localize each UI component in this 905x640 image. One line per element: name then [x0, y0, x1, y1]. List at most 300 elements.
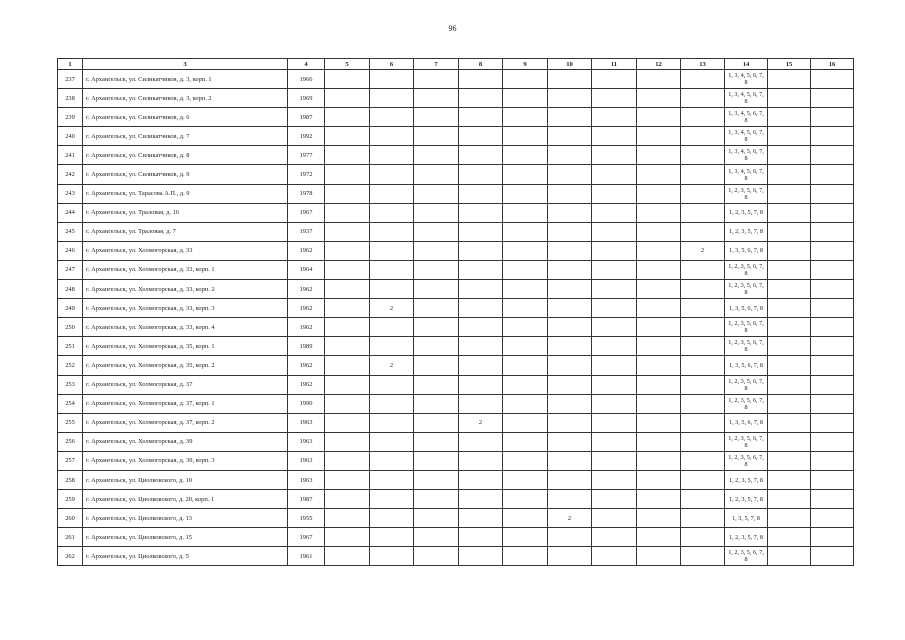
table-cell: 1, 2, 3, 5, 6, 7, 8 — [725, 280, 768, 299]
table-cell — [768, 260, 811, 279]
table-row — [58, 89, 854, 108]
table-cell — [768, 203, 811, 222]
table-cell — [681, 70, 725, 89]
table-cell: г. Архангельск, ул. Траловая, д. 16 — [83, 203, 288, 222]
table-cell — [459, 299, 503, 318]
table-cell: 261 — [58, 528, 83, 547]
table-cell — [414, 241, 459, 260]
table-cell: 2 — [548, 509, 592, 528]
table-cell — [370, 394, 414, 413]
column-header: 8 — [459, 59, 503, 70]
table-cell — [637, 260, 681, 279]
table-cell — [592, 146, 637, 165]
table-cell — [459, 509, 503, 528]
column-header: 15 — [768, 59, 811, 70]
table-cell — [768, 108, 811, 127]
table-cell — [503, 509, 548, 528]
table-cell — [768, 184, 811, 203]
table-cell — [768, 165, 811, 184]
table-cell: 258 — [58, 470, 83, 489]
table-cell — [370, 146, 414, 165]
table-row — [58, 509, 854, 528]
table-header-row — [58, 59, 854, 70]
table-cell — [681, 528, 725, 547]
table-cell — [503, 490, 548, 509]
table-cell — [503, 318, 548, 337]
table-cell: 1, 3, 4, 5, 6, 7, 8 — [725, 108, 768, 127]
table-cell — [325, 241, 370, 260]
table-cell — [768, 89, 811, 108]
table-cell: 1962 — [288, 299, 325, 318]
table-row — [58, 490, 854, 509]
table-cell — [592, 394, 637, 413]
table-cell — [637, 509, 681, 528]
table-cell — [811, 127, 854, 146]
table-cell — [325, 490, 370, 509]
table-cell — [637, 318, 681, 337]
table-cell — [811, 280, 854, 299]
table-cell: 250 — [58, 318, 83, 337]
table-cell — [811, 337, 854, 356]
table-row — [58, 356, 854, 375]
table-cell: 1, 2, 3, 5, 7, 8 — [725, 490, 768, 509]
table-cell — [548, 451, 592, 470]
table-cell: 1, 2, 3, 5, 6, 7, 8 — [725, 375, 768, 394]
table-cell — [548, 413, 592, 432]
table-cell — [325, 165, 370, 184]
table-row — [58, 528, 854, 547]
table-cell — [768, 146, 811, 165]
table-cell — [592, 203, 637, 222]
table-cell — [548, 432, 592, 451]
table-cell — [811, 203, 854, 222]
table-cell — [811, 70, 854, 89]
table-cell — [592, 490, 637, 509]
table-cell: 238 — [58, 89, 83, 108]
table-cell — [370, 413, 414, 432]
table-body — [58, 70, 854, 566]
table-cell — [811, 375, 854, 394]
table-cell — [768, 490, 811, 509]
table-cell — [370, 528, 414, 547]
table-cell — [370, 260, 414, 279]
buildings-table — [57, 58, 854, 566]
table-cell — [325, 375, 370, 394]
table-cell: 253 — [58, 375, 83, 394]
table-cell — [548, 394, 592, 413]
table-cell — [811, 299, 854, 318]
table-cell — [681, 203, 725, 222]
table-cell — [811, 528, 854, 547]
table-cell — [325, 89, 370, 108]
table-row — [58, 451, 854, 470]
table-cell — [370, 451, 414, 470]
table-cell — [503, 260, 548, 279]
table-cell: 248 — [58, 280, 83, 299]
table-cell: г. Архангельск, ул. Холмогорская, д. 33, корп. 4 — [83, 318, 288, 337]
table-cell — [414, 260, 459, 279]
table-cell — [414, 299, 459, 318]
table-row — [58, 413, 854, 432]
table-cell — [325, 299, 370, 318]
table-cell: 1, 3, 5, 6, 7, 8 — [725, 241, 768, 260]
table-cell — [768, 318, 811, 337]
table-cell: г. Архангельск, ул. Силикатчиков, д. 6 — [83, 108, 288, 127]
table-cell — [459, 528, 503, 547]
table-cell — [325, 260, 370, 279]
table-row — [58, 260, 854, 279]
table-cell — [681, 260, 725, 279]
table-cell: 262 — [58, 547, 83, 566]
table-cell — [592, 509, 637, 528]
table-cell — [414, 318, 459, 337]
table-cell: г. Архангельск, ул. Холмогорская, д. 33, корп. 1 — [83, 260, 288, 279]
table-cell — [370, 547, 414, 566]
table-cell — [811, 318, 854, 337]
table-cell — [414, 356, 459, 375]
table-row — [58, 108, 854, 127]
table-cell: 1966 — [288, 70, 325, 89]
table-cell — [503, 222, 548, 241]
table-cell — [681, 222, 725, 241]
table-cell — [503, 528, 548, 547]
table-cell: 1977 — [288, 146, 325, 165]
table-cell: 247 — [58, 260, 83, 279]
table-cell — [592, 432, 637, 451]
table-cell — [459, 356, 503, 375]
table-cell — [592, 127, 637, 146]
table-cell — [681, 509, 725, 528]
table-cell — [548, 299, 592, 318]
table-cell — [681, 127, 725, 146]
table-cell: 256 — [58, 432, 83, 451]
table-cell — [503, 451, 548, 470]
column-header: 7 — [414, 59, 459, 70]
table-cell — [503, 375, 548, 394]
table-cell — [637, 413, 681, 432]
table-cell — [503, 299, 548, 318]
table-cell — [637, 280, 681, 299]
table-row — [58, 146, 854, 165]
table-cell — [592, 356, 637, 375]
table-cell — [768, 127, 811, 146]
table-cell — [414, 70, 459, 89]
table-cell — [592, 470, 637, 489]
table-cell — [637, 146, 681, 165]
table-cell: 255 — [58, 413, 83, 432]
table-cell — [548, 203, 592, 222]
table-cell: г. Архангельск, ул. Силикатчиков, д. 8 — [83, 146, 288, 165]
table-cell: 2 — [370, 299, 414, 318]
table-cell: г. Архангельск, ул. Силикатчиков, д. 3, корп. 1 — [83, 70, 288, 89]
table-cell: г. Архангельск, ул. Холмогорская, д. 33 — [83, 241, 288, 260]
table-cell — [325, 222, 370, 241]
table-cell: 1, 3, 4, 5, 6, 7, 8 — [725, 70, 768, 89]
table-cell: г. Архангельск, ул. Траловая, д. 7 — [83, 222, 288, 241]
table-cell: 1, 2, 3, 5, 6, 7, 8 — [725, 318, 768, 337]
table-cell — [811, 222, 854, 241]
table-cell: 237 — [58, 70, 83, 89]
table-cell: 260 — [58, 509, 83, 528]
table-cell: 1, 3, 4, 5, 6, 7, 8 — [725, 146, 768, 165]
table-cell: 1987 — [288, 108, 325, 127]
table-cell: г. Архангельск, ул. Холмогорская, д. 39 — [83, 432, 288, 451]
table-cell — [811, 184, 854, 203]
table-row — [58, 299, 854, 318]
table-cell — [592, 337, 637, 356]
table-cell — [548, 280, 592, 299]
table-cell — [768, 280, 811, 299]
table-cell — [548, 222, 592, 241]
table-cell — [592, 318, 637, 337]
table-cell: 1989 — [288, 337, 325, 356]
table-cell — [414, 203, 459, 222]
table-cell: г. Архангельск, ул. Холмогорская, д. 39, корп. 3 — [83, 451, 288, 470]
table-cell: 1967 — [288, 528, 325, 547]
table-cell — [768, 432, 811, 451]
table-cell: г. Архангельск, ул. Циолковского, д. 20, корп. 1 — [83, 490, 288, 509]
table-cell: 1962 — [288, 375, 325, 394]
table-cell — [592, 165, 637, 184]
table-cell: г. Архангельск, ул. Тарасова А.П., д. 9 — [83, 184, 288, 203]
table-cell — [414, 413, 459, 432]
table-cell — [548, 356, 592, 375]
table-cell: 1, 2, 3, 5, 6, 7, 8 — [725, 451, 768, 470]
table-cell: 2 — [459, 413, 503, 432]
table-cell — [370, 127, 414, 146]
table-cell — [637, 89, 681, 108]
table-cell — [637, 375, 681, 394]
table-cell — [592, 280, 637, 299]
table-cell — [592, 89, 637, 108]
table-row — [58, 375, 854, 394]
table-cell — [681, 184, 725, 203]
table-cell: г. Архангельск, ул. Силикатчиков, д. 7 — [83, 127, 288, 146]
table-cell: 1962 — [288, 280, 325, 299]
table-cell — [370, 241, 414, 260]
table-cell — [414, 528, 459, 547]
table-row — [58, 318, 854, 337]
table-cell — [459, 241, 503, 260]
table-row — [58, 470, 854, 489]
table-cell: 1, 2, 3, 5, 7, 8 — [725, 222, 768, 241]
table-cell — [503, 356, 548, 375]
column-header: 3 — [83, 59, 288, 70]
table-cell — [503, 470, 548, 489]
table-cell — [503, 337, 548, 356]
table-cell — [503, 394, 548, 413]
table-cell — [548, 108, 592, 127]
table-cell: 244 — [58, 203, 83, 222]
table-cell — [681, 432, 725, 451]
table-cell — [370, 470, 414, 489]
table-cell — [637, 470, 681, 489]
table-row — [58, 394, 854, 413]
table-cell: 1, 3, 5, 7, 8 — [725, 509, 768, 528]
table-cell: 1, 2, 3, 5, 6, 7, 8 — [725, 394, 768, 413]
table-cell — [548, 241, 592, 260]
table-cell: 1963 — [288, 470, 325, 489]
table-cell: г. Архангельск, ул. Циолковского, д. 15 — [83, 528, 288, 547]
table-cell: 1, 2, 3, 5, 6, 7, 8 — [725, 432, 768, 451]
table-cell: 239 — [58, 108, 83, 127]
table-cell: 1964 — [288, 260, 325, 279]
table-cell — [637, 165, 681, 184]
table-cell: 249 — [58, 299, 83, 318]
table-cell — [414, 108, 459, 127]
table-cell — [592, 108, 637, 127]
table-cell — [370, 337, 414, 356]
table-cell — [503, 165, 548, 184]
column-header: 4 — [288, 59, 325, 70]
table-cell — [811, 413, 854, 432]
table-cell — [459, 432, 503, 451]
table-cell — [637, 337, 681, 356]
table-cell — [548, 184, 592, 203]
table-cell — [681, 356, 725, 375]
table-cell — [681, 318, 725, 337]
table-cell — [414, 222, 459, 241]
table-cell: 1955 — [288, 509, 325, 528]
table-cell — [768, 241, 811, 260]
table-cell — [681, 413, 725, 432]
table-cell: 1963 — [288, 451, 325, 470]
table-cell: 1962 — [288, 241, 325, 260]
table-cell — [811, 547, 854, 566]
table-cell: 252 — [58, 356, 83, 375]
table-cell — [414, 394, 459, 413]
table-cell: 1, 3, 5, 6, 7, 8 — [725, 299, 768, 318]
column-header: 12 — [637, 59, 681, 70]
table-cell — [592, 299, 637, 318]
table-cell — [811, 356, 854, 375]
table-cell — [811, 108, 854, 127]
column-header: 14 — [725, 59, 768, 70]
table-cell — [768, 222, 811, 241]
table-cell — [503, 146, 548, 165]
table-cell — [637, 490, 681, 509]
table-cell — [459, 203, 503, 222]
table-cell — [503, 184, 548, 203]
table-cell — [768, 509, 811, 528]
table-cell — [811, 432, 854, 451]
table-cell — [768, 337, 811, 356]
table-cell — [459, 70, 503, 89]
table-cell — [768, 413, 811, 432]
table-cell: 1, 2, 3, 5, 6, 7, 8 — [725, 184, 768, 203]
table-row — [58, 70, 854, 89]
table-cell — [414, 337, 459, 356]
table-cell — [370, 318, 414, 337]
table-cell — [637, 356, 681, 375]
table-cell — [459, 280, 503, 299]
table-row — [58, 432, 854, 451]
table-cell: 1972 — [288, 165, 325, 184]
table-cell — [459, 490, 503, 509]
table-cell — [592, 70, 637, 89]
table-cell — [637, 184, 681, 203]
table-cell — [325, 146, 370, 165]
table-cell — [548, 70, 592, 89]
table-cell — [548, 89, 592, 108]
table-cell — [459, 337, 503, 356]
table-cell — [768, 394, 811, 413]
table-cell — [681, 394, 725, 413]
table-cell: 1963 — [288, 432, 325, 451]
table-cell — [548, 318, 592, 337]
table-cell — [681, 547, 725, 566]
table-cell — [681, 89, 725, 108]
table-cell: 254 — [58, 394, 83, 413]
table-cell: 1967 — [288, 203, 325, 222]
table-cell: г. Архангельск, ул. Циолковского, д. 13 — [83, 509, 288, 528]
table-cell: 1, 2, 3, 5, 6, 7, 8 — [725, 260, 768, 279]
table-cell — [503, 89, 548, 108]
table-cell — [637, 547, 681, 566]
table-cell: 1, 2, 3, 5, 7, 8 — [725, 203, 768, 222]
table-cell — [548, 127, 592, 146]
table-cell — [592, 260, 637, 279]
table-cell: 2 — [370, 356, 414, 375]
table-cell — [811, 509, 854, 528]
table-cell — [768, 470, 811, 489]
table-cell — [325, 337, 370, 356]
table-cell — [414, 127, 459, 146]
table-cell — [414, 375, 459, 394]
table-cell — [459, 146, 503, 165]
table-cell: г. Архангельск, ул. Циолковского, д. 5 — [83, 547, 288, 566]
table-row — [58, 337, 854, 356]
table-cell — [548, 528, 592, 547]
table-row — [58, 241, 854, 260]
table-cell — [503, 280, 548, 299]
table-cell — [325, 127, 370, 146]
table-cell: 246 — [58, 241, 83, 260]
table-cell: 251 — [58, 337, 83, 356]
table-cell — [768, 70, 811, 89]
table-cell — [370, 280, 414, 299]
table-cell — [325, 394, 370, 413]
table-cell — [459, 108, 503, 127]
table-cell — [548, 146, 592, 165]
table-cell — [325, 451, 370, 470]
table-cell: 1, 2, 3, 5, 7, 8 — [725, 528, 768, 547]
table-cell — [459, 547, 503, 566]
table-cell — [459, 127, 503, 146]
table-row — [58, 127, 854, 146]
table-cell — [370, 222, 414, 241]
table-cell — [503, 432, 548, 451]
table-cell — [811, 241, 854, 260]
table-cell — [811, 394, 854, 413]
table-row — [58, 184, 854, 203]
table-cell — [768, 528, 811, 547]
table-cell: 242 — [58, 165, 83, 184]
table-cell — [414, 490, 459, 509]
table-cell — [637, 127, 681, 146]
table-cell — [370, 509, 414, 528]
table-row — [58, 222, 854, 241]
table-cell — [459, 89, 503, 108]
table-cell — [325, 470, 370, 489]
table-cell — [370, 184, 414, 203]
table-cell: 1990 — [288, 394, 325, 413]
table-cell — [503, 547, 548, 566]
table-cell — [370, 165, 414, 184]
table-cell: г. Архангельск, ул. Силикатчиков, д. 3, корп. 2 — [83, 89, 288, 108]
table-cell — [637, 203, 681, 222]
table-cell — [592, 184, 637, 203]
